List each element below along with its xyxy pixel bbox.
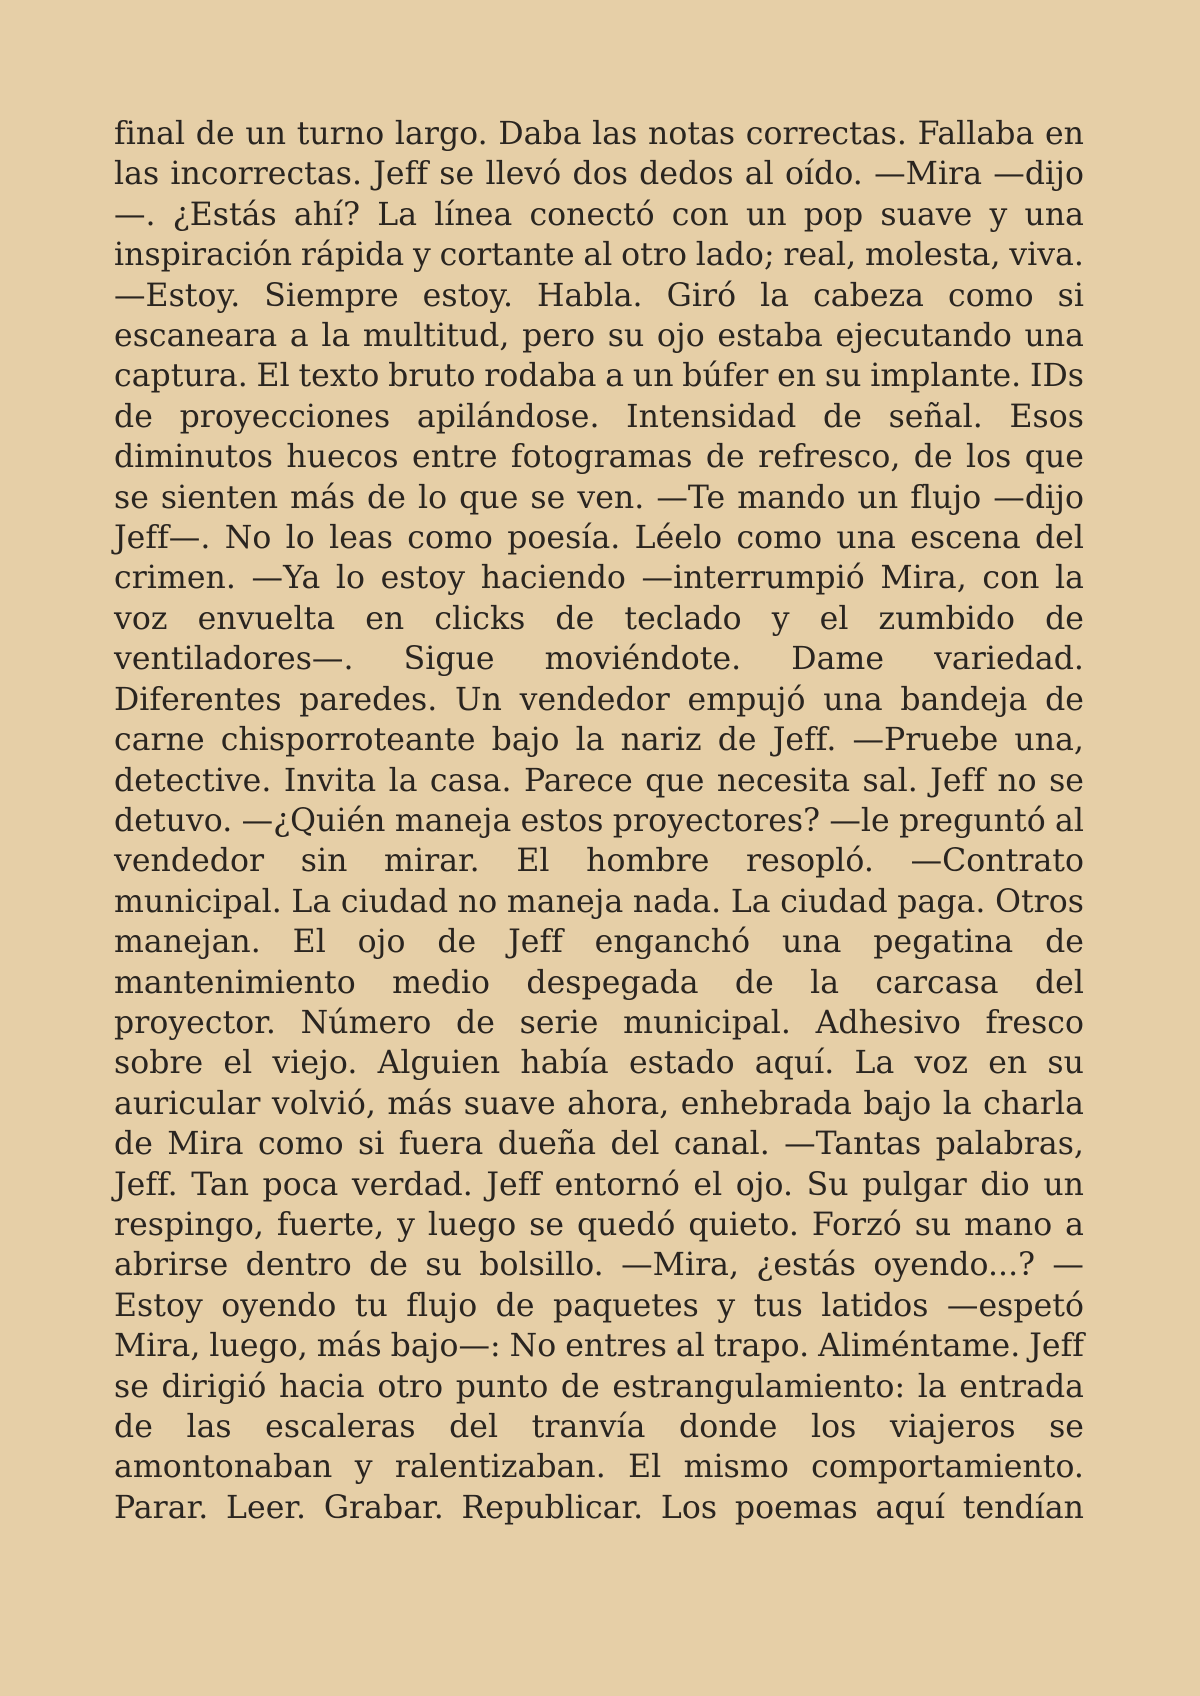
body-paragraph: final de un turno largo. Daba las notas correctas. Fallaba en las incorrectas. Jeff se llevó dos dedos al oído. —Mira —dijo—. ¿Estás ahí? La línea conectó con un pop suave y una inspiración rápida y cortante al otro lado; real, molesta, viva. —Estoy. Siempre estoy. Habla. Giró la cabeza como si escaneara a la multitud, pero su ojo estaba ejecutando una captura. El texto bruto rodaba a un búfer en su implante. IDs de proyecciones apilándose. Intensidad de señal. Esos diminutos huecos entre fotogramas de refresco, de los que se sienten más de lo que se ven. —Te mando un flujo —dijo Jeff—. No lo leas como poesía. Léelo como una escena del crimen. —Ya lo estoy haciendo —interrumpió Mira, con la voz envuelta en clicks de teclado y el zumbido de ventiladores—. Sigue moviéndote. Dame variedad. Diferentes paredes. Un vendedor empujó una bandeja de carne chisporroteante bajo la nariz de Jeff. —Pruebe una, detective. Invita la casa. Parece que necesita sal. Jeff no se detuvo. —¿Quién maneja estos proyectores? —le preguntó al vendedor sin mirar. El hombre resopló. —Contrato municipal. La ciudad no maneja nada. La ciudad paga. Otros manejan. El ojo de Jeff enganchó una pegatina de mantenimiento medio despegada de la carcasa del proyector. Número de serie municipal. Adhesivo fresco sobre el viejo. Alguien había estado aquí. La voz en su auricular volvió, más suave ahora, enhebrada bajo la charla de Mira como si fuera dueña del canal. —Tantas palabras, Jeff. Tan poca verdad. Jeff entornó el ojo. Su pulgar dio un respingo, fuerte, y luego se quedó quieto. Forzó su mano a abrirse dentro de su bolsillo. —Mira, ¿estás oyendo...? —Estoy oyendo tu flujo de paquetes y tus latidos —espetó Mira, luego, más bajo—: No entres al trapo. Aliméntame. Jeff se dirigió hacia otro punto de estrangulamiento: la entrada de las escaleras del tranvía donde los viajeros se amontonaban y ralentizaban. El mismo comportamiento. Parar. Leer. Grabar. Republicar. Los poemas aquí tendían [114, 116, 1084, 1526]
page-content [114, 114, 1084, 1528]
